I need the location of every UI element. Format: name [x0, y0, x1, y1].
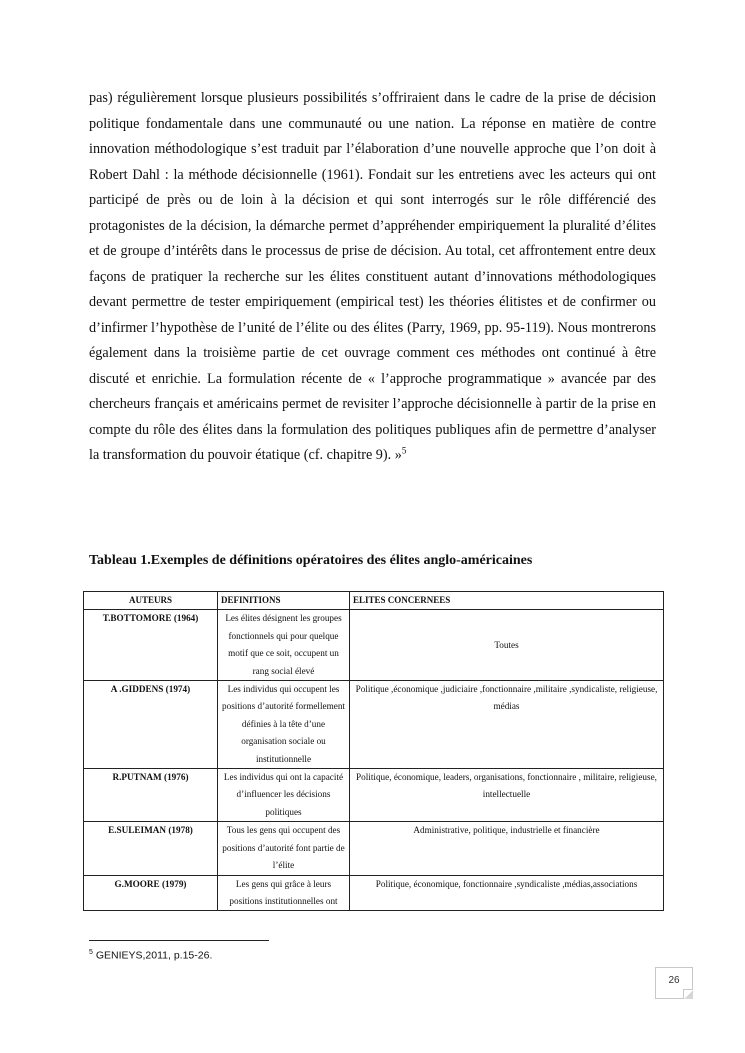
cell-definition: Tous les gens qui occupent des positions d’autorité font partie de l’élite	[218, 822, 350, 875]
table-row	[84, 681, 664, 769]
footnote-separator	[89, 940, 269, 941]
body-text	[89, 86, 656, 469]
cell-elites: Politique ,économique ,judiciaire ,fonctionnaire ,militaire ,syndicaliste, religieuse, médias	[350, 681, 664, 769]
table-header-row	[84, 592, 664, 610]
page-number-box	[655, 967, 693, 999]
table-row	[84, 822, 664, 875]
cell-elites: Administrative, politique, industrielle et financière	[350, 822, 664, 875]
table-title: Tableau 1.Exemples de définitions opératoires des élites anglo-américaines	[89, 553, 533, 568]
cell-author: G.MOORE (1979)	[84, 875, 218, 911]
table-row	[84, 610, 664, 681]
table-row	[84, 769, 664, 822]
cell-elites: Toutes	[350, 610, 664, 681]
body-paragraph	[89, 86, 656, 469]
footnote-number: 5	[89, 949, 93, 956]
cell-definition: Les individus qui occupent les positions d’autorité formellement définies à la tête d’une organisation sociale ou institutionnelle	[218, 681, 350, 769]
cell-elites: Politique, économique, leaders, organisations, fonctionnaire , militaire, religieuse, intellectuelle	[350, 769, 664, 822]
footnote	[89, 949, 212, 962]
cell-definition: Les individus qui ont la capacité d’influencer les décisions politiques	[218, 769, 350, 822]
cell-author: R.PUTNAM (1976)	[84, 769, 218, 822]
header-auteurs: AUTEURS	[84, 592, 218, 610]
cell-definition: Les élites désignent les groupes fonctionnels qui pour quelque motif que ce soit, occupent un rang social élevé	[218, 610, 350, 681]
footnote-text: GENIEYS,2011, p.15-26.	[92, 949, 213, 962]
cell-author: T.BOTTOMORE (1964)	[84, 610, 218, 681]
table-row	[84, 875, 664, 911]
cell-author: E.SULEIMAN (1978)	[84, 822, 218, 875]
page-fold-icon	[683, 989, 693, 999]
header-elites: ELITES CONCERNEES	[350, 592, 664, 610]
footnote-reference: 5	[401, 445, 407, 456]
cell-definition: Les gens qui grâce à leurs positions institutionnelles ont	[218, 875, 350, 911]
definitions-table	[83, 591, 664, 911]
header-definitions: DEFINITIONS	[218, 592, 350, 610]
cell-author: A .GIDDENS (1974)	[84, 681, 218, 769]
cell-elites: Politique, économique, fonctionnaire ,syndicaliste ,médias,associations	[350, 875, 664, 911]
paragraph-text: pas) régulièrement lorsque plusieurs possibilités s’offriraient dans le cadre de la prise de décision politique fondamentale dans une communauté ou une nation. La réponse en matière de contre innovation méthodologique s’est traduit par l’élaboration d’une nouvelle approche que l’on doit à Robert Dahl : la méthode décisionnelle (1961). Fondait sur les entretiens avec les acteurs qui ont participé de près ou de loin à la décision et qui sont interrogés sur le rôle différencié des protagonistes de la décision, la démarche permet d’appréhender empiriquement la pluralité d’élites et de groupe d’intérêts dans le processus de prise de décision. Au total, cet affrontement entre deux façons de pratiquer la recherche sur les élites constituent autant d’innovations méthodologiques devant permettre de tester empiriquement (empirical test) les théories élitistes et de confirmer ou d’infirmer l’hypothèse de l’unité de l’élite ou des élites (Parry, 1969, pp. 95-119). Nous montrerons également dans la troisième partie de cet ouvrage comment ces méthodes ont continué à être discuté et enrichie. La formulation récente de « l’approche programmatique » avancée par des chercheurs français et américains permet de revisiter l’approche décisionnelle à partir de la prise en compte du rôle des élites dans la formulation des politiques publiques afin de permettre d’analyser la transformation du pouvoir étatique (cf. chapitre 9). »	[89, 90, 656, 463]
page-number: 26	[668, 975, 680, 986]
